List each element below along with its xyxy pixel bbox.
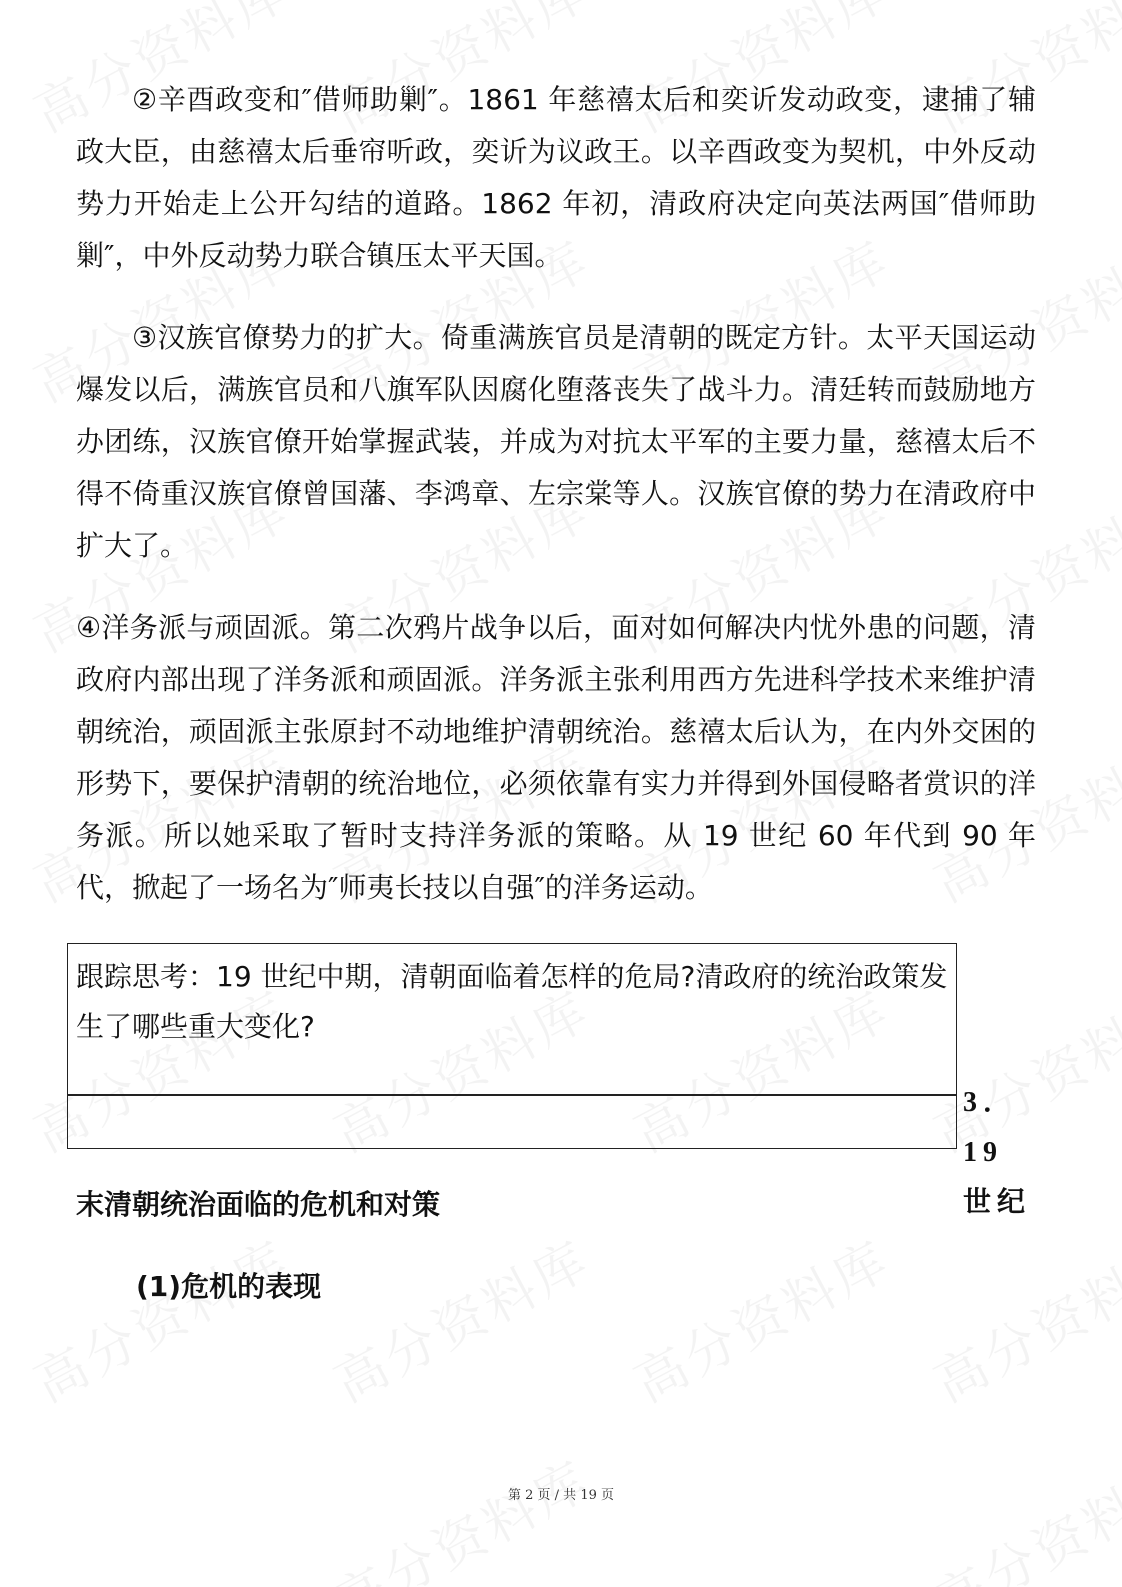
section-heading: 末清朝统治面临的危机和对策	[76, 1188, 441, 1221]
watermark	[919, 1219, 1122, 1417]
watermark	[919, 1439, 1122, 1587]
paragraph-xinyou-coup: ②辛酉政变和″借师助剿″。1861 年慈禧太后和奕䜣发动政变，逮捕了辅政大臣，由慈禧太后垂帘听政，奕䜣为议政王。以辛酉政变为契机，中外反动势力开始走上公开勾结的道路。1862 年初，清政府决定向英法两国″借师助剿″，中外反动势力联合镇压太平天国。	[76, 83, 1036, 272]
paragraph-han-officials: ③汉族官僚势力的扩大。倚重满族官员是清朝的既定方针。太平天国运动爆发以后，满族官员和八旗军队因腐化堕落丧失了战斗力。清廷转而鼓励地方办团练，汉族官僚开始掌握武装，并成为对抗太平军的主要力量，慈禧太后不得不倚重汉族官僚曾国藩、李鸿章、左宗棠等人。汉族官僚的势力在清政府中扩大了。	[76, 321, 1036, 562]
section-number-label: 3．19 世纪	[963, 1087, 1032, 1218]
think-box-text: 跟踪思考：19 世纪中期，清朝面临着怎样的危局?清政府的统治政策发生了哪些重大变化?	[76, 960, 948, 1043]
page-footer: 第 2 页 / 共 19 页	[508, 1488, 614, 1503]
sub-heading: (1)危机的表现	[136, 1270, 322, 1303]
watermark	[319, 1439, 601, 1587]
think-box-answer-area	[67, 1095, 957, 1149]
watermark	[19, 1219, 301, 1417]
paragraph-westernization-faction: ④洋务派与顽固派。第二次鸦片战争以后，面对如何解决内忧外患的问题，清政府内部出现了洋务派和顽固派。洋务派主张利用西方先进科学技术来维护清朝统治，顽固派主张原封不动地维护清朝统治。慈禧太后认为，在内外交困的形势下，要保护清朝的统治地位，必须依靠有实力并得到外国侵略者赏识的洋务派。所以她采取了暂时支持洋务派的策略。从 19 世纪 60 年代到 90 年代，掀起了一场名为″师夷长技以自强″的洋务运动。	[76, 611, 1036, 904]
watermark	[619, 1219, 901, 1417]
watermark	[319, 1219, 601, 1417]
think-box	[67, 943, 957, 1095]
